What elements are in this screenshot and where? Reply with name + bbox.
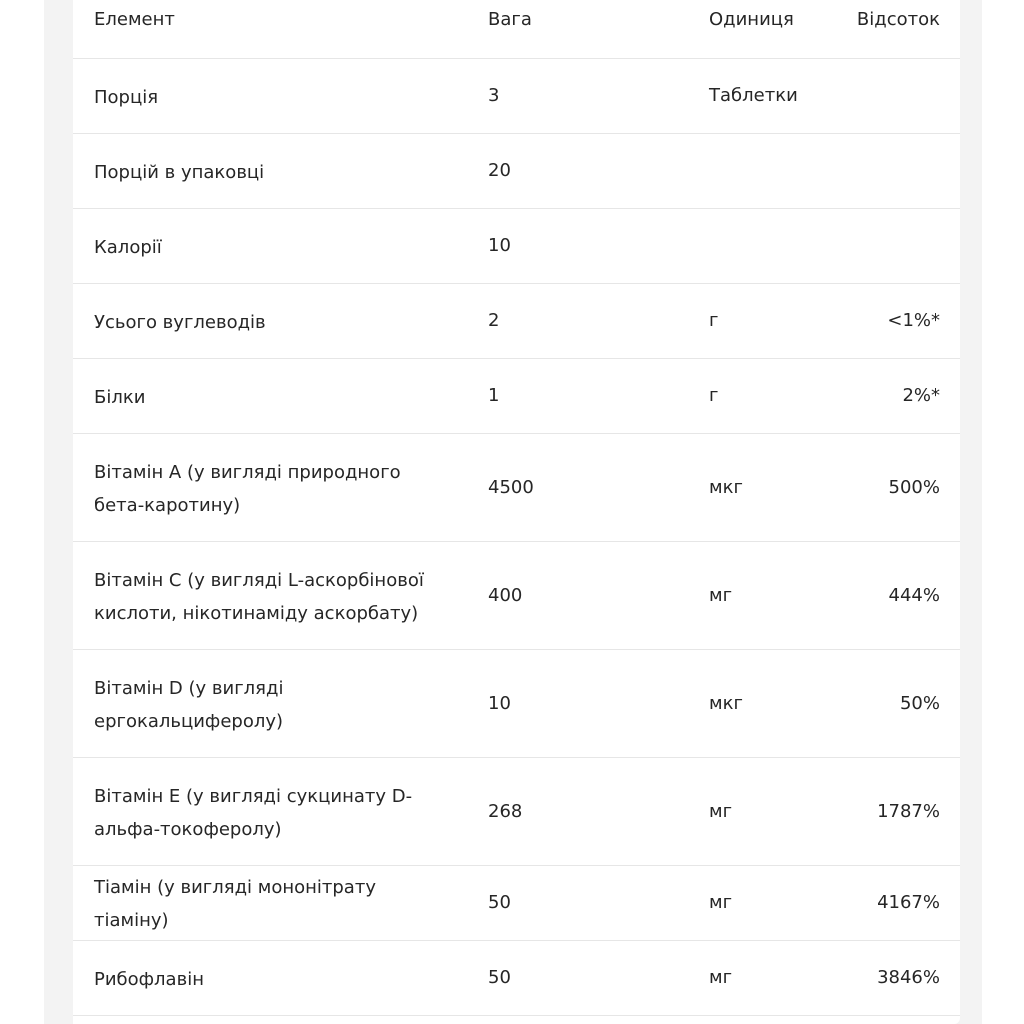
cell-unit: [709, 208, 836, 283]
cell-element: Вітамін A (у вигляді природного бета-каротину): [94, 461, 401, 516]
cell-unit: г: [709, 310, 719, 331]
cell-unit: г: [709, 385, 719, 406]
cell-element: Калорії: [94, 236, 162, 258]
cell-element: Білки: [94, 386, 146, 408]
header-weight: Вага: [488, 9, 532, 30]
cell-percent: [836, 133, 960, 208]
table-row: [73, 133, 960, 208]
header-row: [73, 0, 960, 58]
cell-unit: Таблетки: [709, 85, 798, 106]
table-row-empty: [73, 1015, 960, 1024]
cell-weight: 20: [488, 160, 511, 181]
cell-element: Вітамін D (у вигляді ергокальциферолу): [94, 677, 284, 732]
table-row: [73, 541, 960, 649]
cell-percent: 500%: [888, 476, 940, 498]
cell-weight: 1: [488, 385, 500, 406]
cell-weight: 50: [488, 967, 511, 988]
cell-percent: 4167%: [877, 892, 940, 913]
cell-weight: 10: [488, 692, 511, 714]
header-unit: Одиниця: [709, 9, 794, 30]
cell-unit: [709, 133, 836, 208]
cell-weight: 3: [488, 85, 500, 106]
cell-weight: 4500: [488, 476, 534, 498]
cell-unit: мг: [709, 584, 733, 606]
table-row: [73, 283, 960, 358]
cell-element: Порція: [94, 86, 159, 108]
table-body: [73, 58, 960, 1024]
table-row: [73, 58, 960, 133]
table-row: [73, 208, 960, 283]
cell-weight: 10: [488, 235, 511, 256]
cell-element: Порцій в упаковці: [94, 161, 265, 183]
table-row: [73, 433, 960, 541]
header-percent: Відсоток: [856, 9, 940, 30]
cell-unit: мг: [709, 967, 733, 988]
table-header: [73, 0, 960, 58]
cell-percent: [836, 208, 960, 283]
table-row: [73, 757, 960, 865]
cell-percent: 1787%: [877, 800, 940, 822]
cell-unit: мкг: [709, 692, 743, 714]
cell-weight: 50: [488, 892, 511, 913]
cell-weight: 2: [488, 310, 500, 331]
cell-unit: мг: [709, 800, 733, 822]
table-row: [73, 649, 960, 757]
cell-element: Тіамін (у вигляді мононітрату тіаміну): [94, 877, 376, 931]
cell-element: Вітамін E (у вигляді сукцинату D-альфа-токоферолу): [94, 785, 413, 840]
cell-weight: 400: [488, 584, 523, 606]
cell-percent: 2%*: [902, 385, 940, 406]
header-element: Елемент: [94, 9, 175, 30]
cell-element: Вітамін C (у вигляді L-аскорбінової кислоти, нікотинаміду аскорбату): [94, 569, 424, 624]
table-row: [73, 1015, 960, 1024]
cell-unit: мкг: [709, 476, 743, 498]
cell-element: Усього вуглеводів: [94, 311, 266, 333]
table-row: [73, 940, 960, 1015]
cell-percent: <1%*: [887, 310, 940, 331]
nutrition-table-card: [73, 0, 960, 1024]
cell-percent: [836, 58, 960, 133]
cell-weight: 268: [488, 800, 523, 822]
table-row: [73, 358, 960, 433]
cell-element: Рибофлавін: [94, 968, 204, 990]
table-row: [73, 865, 960, 940]
cell-percent: 3846%: [877, 967, 940, 988]
cell-percent: 50%: [899, 692, 940, 714]
nutrition-table: [73, 0, 960, 1024]
cell-percent: 444%: [888, 584, 940, 606]
cell-unit: мг: [709, 892, 733, 913]
